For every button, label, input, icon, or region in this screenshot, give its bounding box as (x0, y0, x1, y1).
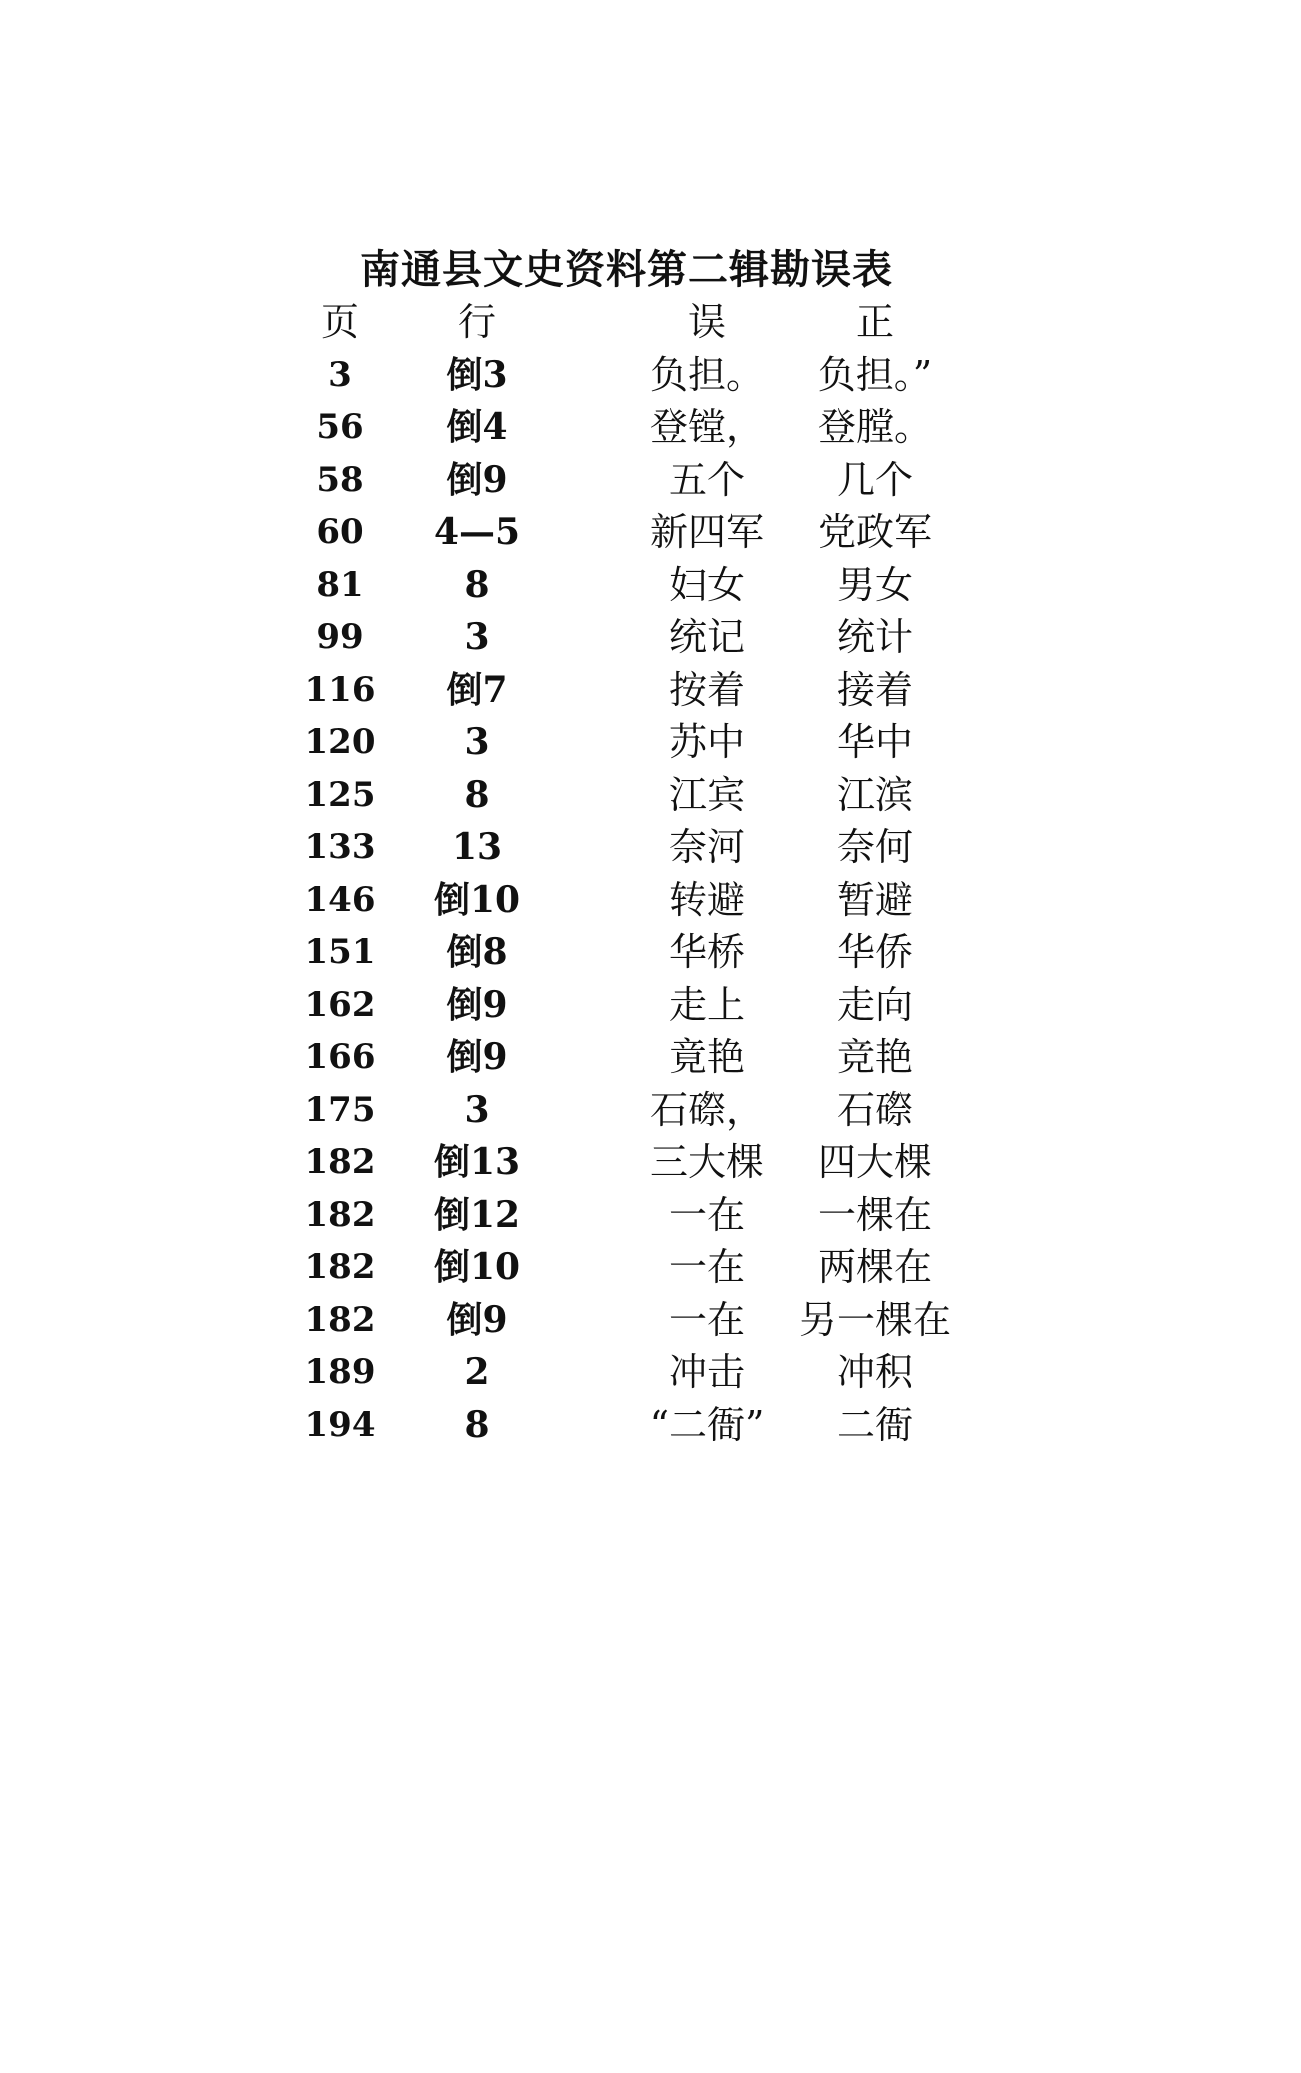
table-row (290, 401, 1010, 454)
cell-page: 194 (304, 1404, 376, 1445)
cell-line: 倒4 (446, 406, 508, 448)
table-row (290, 1294, 1010, 1347)
cell-page: 3 (328, 354, 352, 395)
table-header (290, 296, 1010, 349)
cell-wrong: 走上 (668, 982, 745, 1027)
cell-wrong: 苏中 (668, 720, 745, 764)
cell-wrong: 统记 (668, 615, 745, 659)
cell-wrong: 妇女 (668, 562, 745, 607)
table-row (290, 716, 1010, 769)
cell-correct: 竞艳 (836, 1035, 913, 1079)
table-row (290, 874, 1010, 927)
cell-line: 倒9 (446, 1036, 508, 1078)
cell-correct: 负担。” (817, 352, 933, 397)
cell-page: 182 (304, 1194, 376, 1235)
cell-line: 倒7 (446, 668, 508, 711)
table-row (290, 349, 1010, 402)
table-row (290, 1084, 1010, 1137)
cell-wrong: 冲击 (668, 1350, 745, 1394)
cell-wrong: 转避 (668, 877, 745, 922)
cell-correct: 江滨 (836, 772, 913, 817)
header-line: 行 (457, 300, 496, 344)
cell-page: 182 (304, 1142, 376, 1182)
cell-line: 倒8 (446, 931, 508, 973)
table-row (290, 611, 1010, 664)
cell-correct: 接着 (836, 667, 913, 712)
table-row (290, 559, 1010, 612)
cell-wrong: 新四军 (649, 510, 764, 554)
cell-line: 3 (464, 1088, 490, 1131)
cell-page: 182 (304, 1247, 376, 1287)
cell-line: 8 (464, 1403, 490, 1446)
table-row (290, 821, 1010, 874)
table-row (290, 506, 1010, 559)
table-row (290, 769, 1010, 822)
table-row (290, 1136, 1010, 1189)
table-row (290, 979, 1010, 1032)
cell-wrong: 五个 (668, 457, 745, 502)
cell-correct: 两棵在 (817, 1245, 932, 1289)
cell-wrong: 三大棵 (649, 1140, 764, 1184)
table-row (290, 454, 1010, 507)
cell-wrong: 一在 (668, 1192, 745, 1237)
cell-wrong: 奈河 (668, 825, 745, 869)
cell-line: 倒9 (446, 458, 508, 501)
header-wrong: 误 (687, 300, 726, 344)
cell-line: 倒10 (433, 878, 521, 921)
cell-wrong: 一在 (668, 1245, 745, 1289)
cell-correct: 统计 (836, 615, 913, 659)
cell-correct: 一棵在 (817, 1192, 932, 1237)
table-row (290, 926, 1010, 979)
cell-correct: 男女 (836, 562, 913, 607)
cell-page: 182 (304, 1299, 376, 1340)
header-correct: 正 (855, 300, 894, 344)
table-row (290, 1399, 1010, 1452)
cell-correct: 石磜 (836, 1087, 913, 1132)
cell-wrong: 竟艳 (668, 1035, 745, 1079)
cell-line: 13 (451, 826, 503, 868)
cell-wrong: 一在 (668, 1297, 745, 1342)
cell-correct: 奈何 (836, 825, 913, 869)
cell-wrong: “二衙” (649, 1402, 765, 1447)
cell-page: 99 (316, 617, 364, 657)
cell-wrong: 登镗， (649, 405, 764, 449)
page-title: 南通县文史资料第二辑勘误表 (360, 247, 893, 293)
cell-page: 116 (304, 669, 376, 710)
errata-table (290, 296, 1010, 1451)
cell-correct: 登膛。 (817, 405, 932, 449)
cell-page: 60 (316, 512, 364, 552)
cell-wrong: 江宾 (668, 772, 745, 817)
cell-page: 125 (304, 774, 376, 815)
cell-line: 8 (464, 773, 490, 816)
cell-wrong: 石磜， (649, 1087, 764, 1132)
cell-line: 3 (464, 721, 490, 763)
cell-line: 倒3 (446, 353, 508, 396)
cell-correct: 党政军 (817, 510, 932, 554)
cell-line: 3 (464, 616, 490, 658)
cell-page: 81 (316, 564, 364, 605)
cell-correct: 华侨 (836, 930, 913, 974)
cell-correct: 走向 (836, 982, 913, 1027)
cell-page: 120 (304, 722, 376, 762)
cell-page: 56 (316, 407, 364, 447)
cell-correct: 二衙 (836, 1402, 913, 1447)
table-row (290, 1346, 1010, 1399)
cell-page: 162 (304, 984, 376, 1025)
cell-page: 133 (304, 827, 376, 867)
cell-page: 58 (316, 459, 364, 500)
cell-line: 倒13 (433, 1141, 521, 1183)
cell-correct: 暂避 (836, 877, 913, 922)
cell-wrong: 按着 (668, 667, 745, 712)
cell-line: 倒9 (446, 1298, 508, 1341)
cell-wrong: 华桥 (668, 930, 745, 974)
cell-line: 4—5 (433, 511, 521, 553)
cell-page: 151 (304, 932, 376, 972)
cell-line: 倒9 (446, 983, 508, 1026)
table-row (290, 1031, 1010, 1084)
cell-page: 166 (304, 1037, 376, 1077)
cell-correct: 四大棵 (817, 1140, 932, 1184)
cell-page: 189 (304, 1352, 376, 1392)
cell-correct: 几个 (836, 457, 913, 502)
cell-page: 175 (304, 1089, 376, 1130)
table-row (290, 1189, 1010, 1242)
cell-line: 2 (464, 1351, 490, 1393)
cell-correct: 另一棵在 (798, 1297, 951, 1342)
cell-correct: 华中 (836, 720, 913, 764)
table-row (290, 664, 1010, 717)
cell-line: 倒10 (433, 1246, 521, 1288)
cell-wrong: 负担。 (649, 352, 764, 397)
cell-correct: 冲积 (836, 1350, 913, 1394)
cell-page: 146 (304, 879, 376, 920)
cell-line: 倒12 (433, 1193, 521, 1236)
header-page: 页 (320, 300, 359, 344)
cell-line: 8 (464, 563, 490, 606)
table-row (290, 1241, 1010, 1294)
